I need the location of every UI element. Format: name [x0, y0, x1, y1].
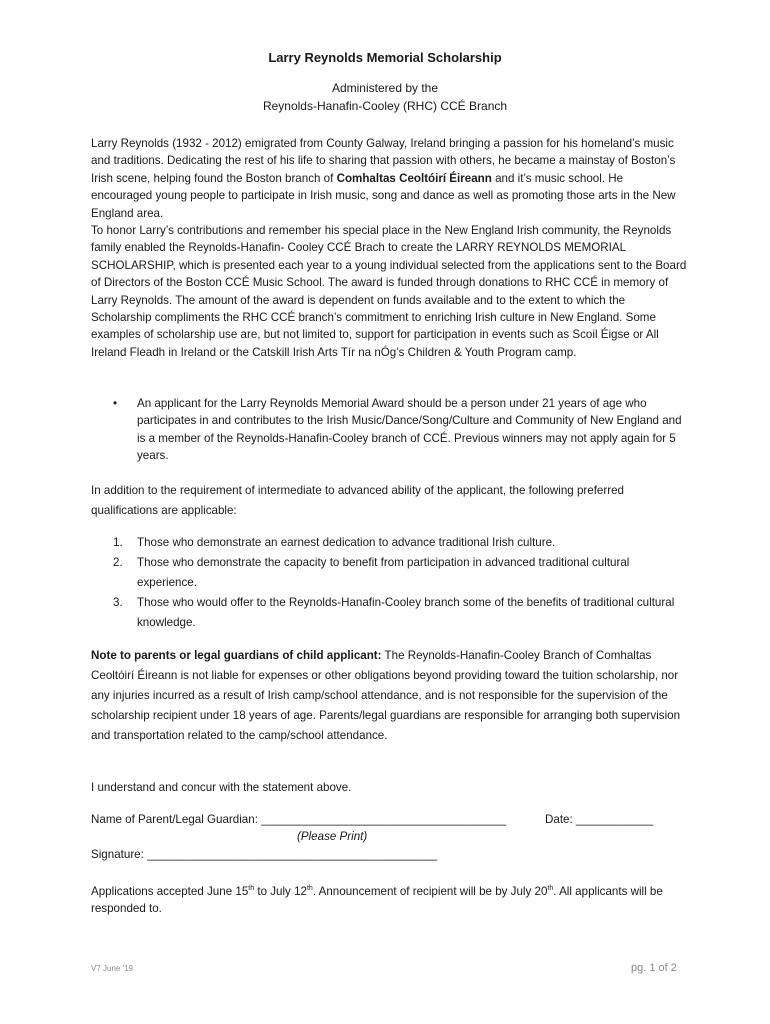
- applications-text: . All applicants will be responded to.: [91, 885, 663, 916]
- qualification-number: 3.: [113, 596, 123, 609]
- version-footer: V7 June '19: [91, 964, 134, 973]
- requirements-intro: In addition to the requirement of intermediate to advanced ability of the applicant, the following preferred qualifications are applicable:: [91, 484, 624, 517]
- concur-statement: I understand and concur with the statement above.: [91, 781, 352, 794]
- administered-line-2: Reynolds-Hanafin-Cooley (RHC) CCÉ Branch: [262, 99, 508, 113]
- ordinal-suffix: th: [547, 885, 554, 892]
- intro-text-b: and it’s music school. He encouraged young people to participate in Irish music, song and dance as well as promoting those arts in the New England area.: [91, 171, 676, 220]
- please-print-hint: (Please Print): [297, 830, 368, 843]
- bullet-icon: •: [113, 397, 118, 410]
- applications-text: to July 12: [254, 885, 307, 898]
- qualification-item: [91, 533, 687, 553]
- ordinal-suffix: th: [306, 885, 313, 892]
- applications-dates: [91, 880, 687, 918]
- note-text: The Reynolds-Hanafin-Cooley Branch of Comhaltas Ceoltóirí Éireann is not liable for expenses or other obligations beyond providing toward the tuition scholarship, nor any injuries incurred as a result of Irish camp/school attendance, and is not responsible for the supervision of the scholarship recipient under 18 years of age. Parents/legal guardians are responsible for arranging both supervision and transportation related to the camp/school attendance.: [91, 649, 681, 742]
- guardian-note: [91, 646, 687, 746]
- date-field[interactable]: Date: ____________: [545, 813, 654, 826]
- qualification-number: 2.: [113, 556, 123, 569]
- guardian-name-field[interactable]: Name of Parent/Legal Guardian: ______________________________________: [91, 813, 507, 826]
- applications-text: Applications accepted June 15: [91, 885, 249, 898]
- eligibility-bullet: [91, 395, 687, 465]
- qualification-text: Those who would offer to the Reynolds-Hanafin-Cooley branch some of the benefits of traditional cultural knowledge.: [137, 596, 675, 629]
- note-heading: Note to parents or legal guardians of child applicant:: [91, 649, 382, 662]
- intro-paragraph: [91, 135, 687, 361]
- organization-name: Comhaltas Ceoltóirí Éireann: [336, 171, 492, 185]
- qualification-text: Those who demonstrate the capacity to benefit from participation in advanced traditional cultural experience.: [137, 556, 630, 589]
- document-title: Larry Reynolds Memorial Scholarship: [268, 50, 502, 65]
- qualification-text: Those who demonstrate an earnest dedication to advance traditional Irish culture.: [137, 536, 556, 549]
- ordinal-suffix: th: [248, 885, 255, 892]
- qualification-item: [91, 553, 687, 593]
- applications-text: . Announcement of recipient will be by July 20: [312, 885, 548, 898]
- page-number: pg. 1 of 2: [631, 962, 677, 974]
- qualification-number: 1.: [113, 536, 123, 549]
- eligibility-text: An applicant for the Larry Reynolds Memorial Award should be a person under 21 years of age who participates in and contributes to the Irish Music/Dance/Song/Culture and Community of New England and is a member of the Reynolds-Hanafin-Cooley branch of CCÉ. Previous winners may not apply again for 5 years.: [137, 397, 682, 463]
- qualification-item: [91, 593, 687, 633]
- signature-field[interactable]: Signature: _____________________________________________: [91, 848, 438, 861]
- intro-paragraph-2: To honor Larry’s contributions and remember his special place in the New England Irish community, the Reynolds family enabled the Reynolds-Hanafin- Cooley CCÉ Brach to create the LARRY REYNOLDS MEMORIAL SCHOLARSHIP, which is presented each year to a young individual selected from the applications sent to the Board of Directors of the Boston CCÉ Music School. The award is funded through donations to RHC CCÉ in memory of Larry Reynolds. The amount of the award is dependent on funds available and to the extent to which the Scholarship compliments the RHC CCÉ branch’s commitment to enriching Irish culture in New England. Some examples of scholarship use are, but not limited to, support for participation in events such as Scoil Éigse or All Ireland Fleadh in Ireland or the Catskill Irish Arts Tír na nÓg’s Children & Youth Program camp.: [91, 224, 687, 359]
- administered-line-1: Administered by the: [331, 81, 439, 95]
- intro-text-a: Larry Reynolds (1932 - 2012) emigrated from County Galway, Ireland bringing a passion for his homeland’s music and traditions. Dedicating the rest of his life to sharing that passion with others, he became a mainstay of Boston’s Irish scene, helping found the Boston branch of: [91, 137, 676, 185]
